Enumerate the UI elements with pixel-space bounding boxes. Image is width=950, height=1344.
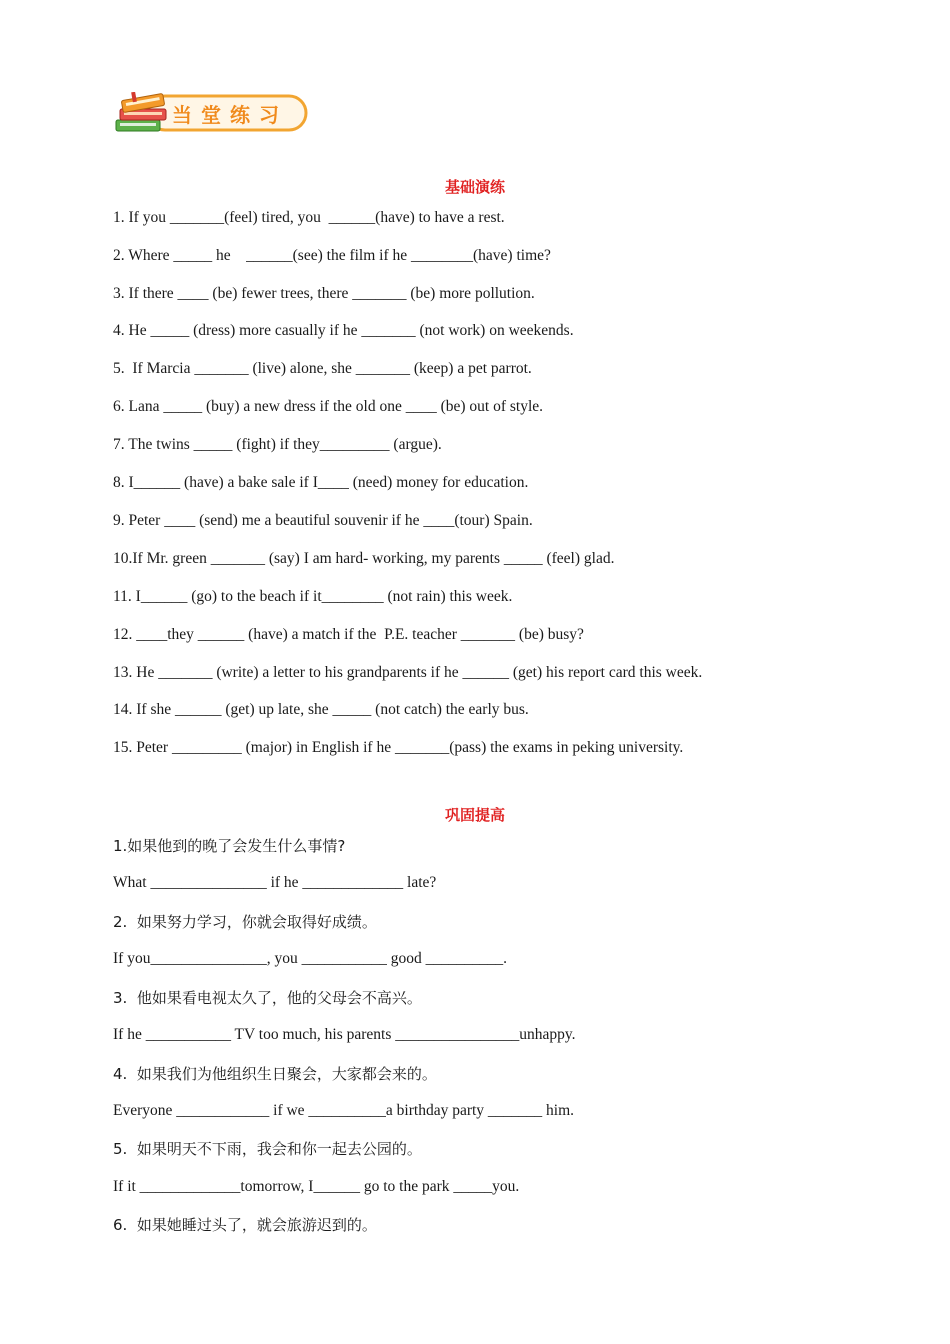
exercise-item: 10.If Mr. green _______ (say) I am hard- working, my parents _____ (feel) glad. [113, 550, 615, 567]
translation-blank: Everyone ____________ if we __________a birthday party _______ him. [113, 1102, 575, 1119]
translation-prompt: 6. 如果她睡过头了，就会旅游迟到的。 [113, 1216, 377, 1234]
section-title-consolidate: 巩固提高 [444, 806, 505, 824]
banner-title: 当堂练习 [172, 103, 288, 127]
exercise-item: 13. He _______ (write) a letter to his grandparents if he ______ (get) his report card this week. [113, 664, 703, 681]
translation-blank: If you_______________, you ___________ good __________. [113, 950, 507, 967]
exercise-item: 11. I______ (go) to the beach if it________ (not rain) this week. [113, 588, 513, 605]
translation-prompt: 2. 如果努力学习，你就会取得好成绩。 [113, 913, 377, 931]
exercise-item: 8. I______ (have) a bake sale if I____ (need) money for education. [113, 474, 529, 491]
exercise-item: 2. Where _____ he ______(see) the film if he ________(have) time? [113, 247, 551, 264]
exercise-item: 15. Peter _________ (major) in English if he _______(pass) the exams in peking university. [113, 739, 684, 756]
exercise-item: 5. If Marcia _______ (live) alone, she _______ (keep) a pet parrot. [113, 360, 532, 377]
section-title-basic: 基础演练 [444, 178, 505, 196]
exercise-item: 6. Lana _____ (buy) a new dress if the old one ____ (be) out of style. [113, 398, 544, 415]
exercise-item: 9. Peter ____ (send) me a beautiful souvenir if he ____(tour) Spain. [113, 512, 533, 529]
exercise-item: 1. If you _______(feel) tired, you ______(have) to have a rest. [113, 209, 505, 226]
translation-prompt: 1.如果他到的晚了会发生什么事情? [113, 837, 346, 855]
exercise-item: 12. ____they ______ (have) a match if the P.E. teacher _______ (be) busy? [113, 626, 584, 643]
exercise-item: 7. The twins _____ (fight) if they_________ (argue). [113, 436, 442, 453]
translation-blank: If he ___________ TV too much, his parents ________________unhappy. [113, 1026, 576, 1043]
translation-prompt: 3. 他如果看电视太久了，他的父母会不高兴。 [113, 989, 422, 1007]
section-banner [114, 92, 310, 138]
translation-prompt: 4. 如果我们为他组织生日聚会，大家都会来的。 [113, 1065, 437, 1083]
translation-blank: If it _____________tomorrow, I______ go to the park _____you. [113, 1178, 520, 1195]
exercise-item: 4. He _____ (dress) more casually if he _______ (not work) on weekends. [113, 322, 574, 339]
exercise-item: 14. If she ______ (get) up late, she _____ (not catch) the early bus. [113, 701, 529, 718]
exercise-item: 3. If there ____ (be) fewer trees, there _______ (be) more pollution. [113, 285, 535, 302]
translation-prompt: 5. 如果明天不下雨，我会和你一起去公园的。 [113, 1140, 422, 1158]
translation-blank: What _______________ if he _____________ late? [113, 874, 437, 891]
